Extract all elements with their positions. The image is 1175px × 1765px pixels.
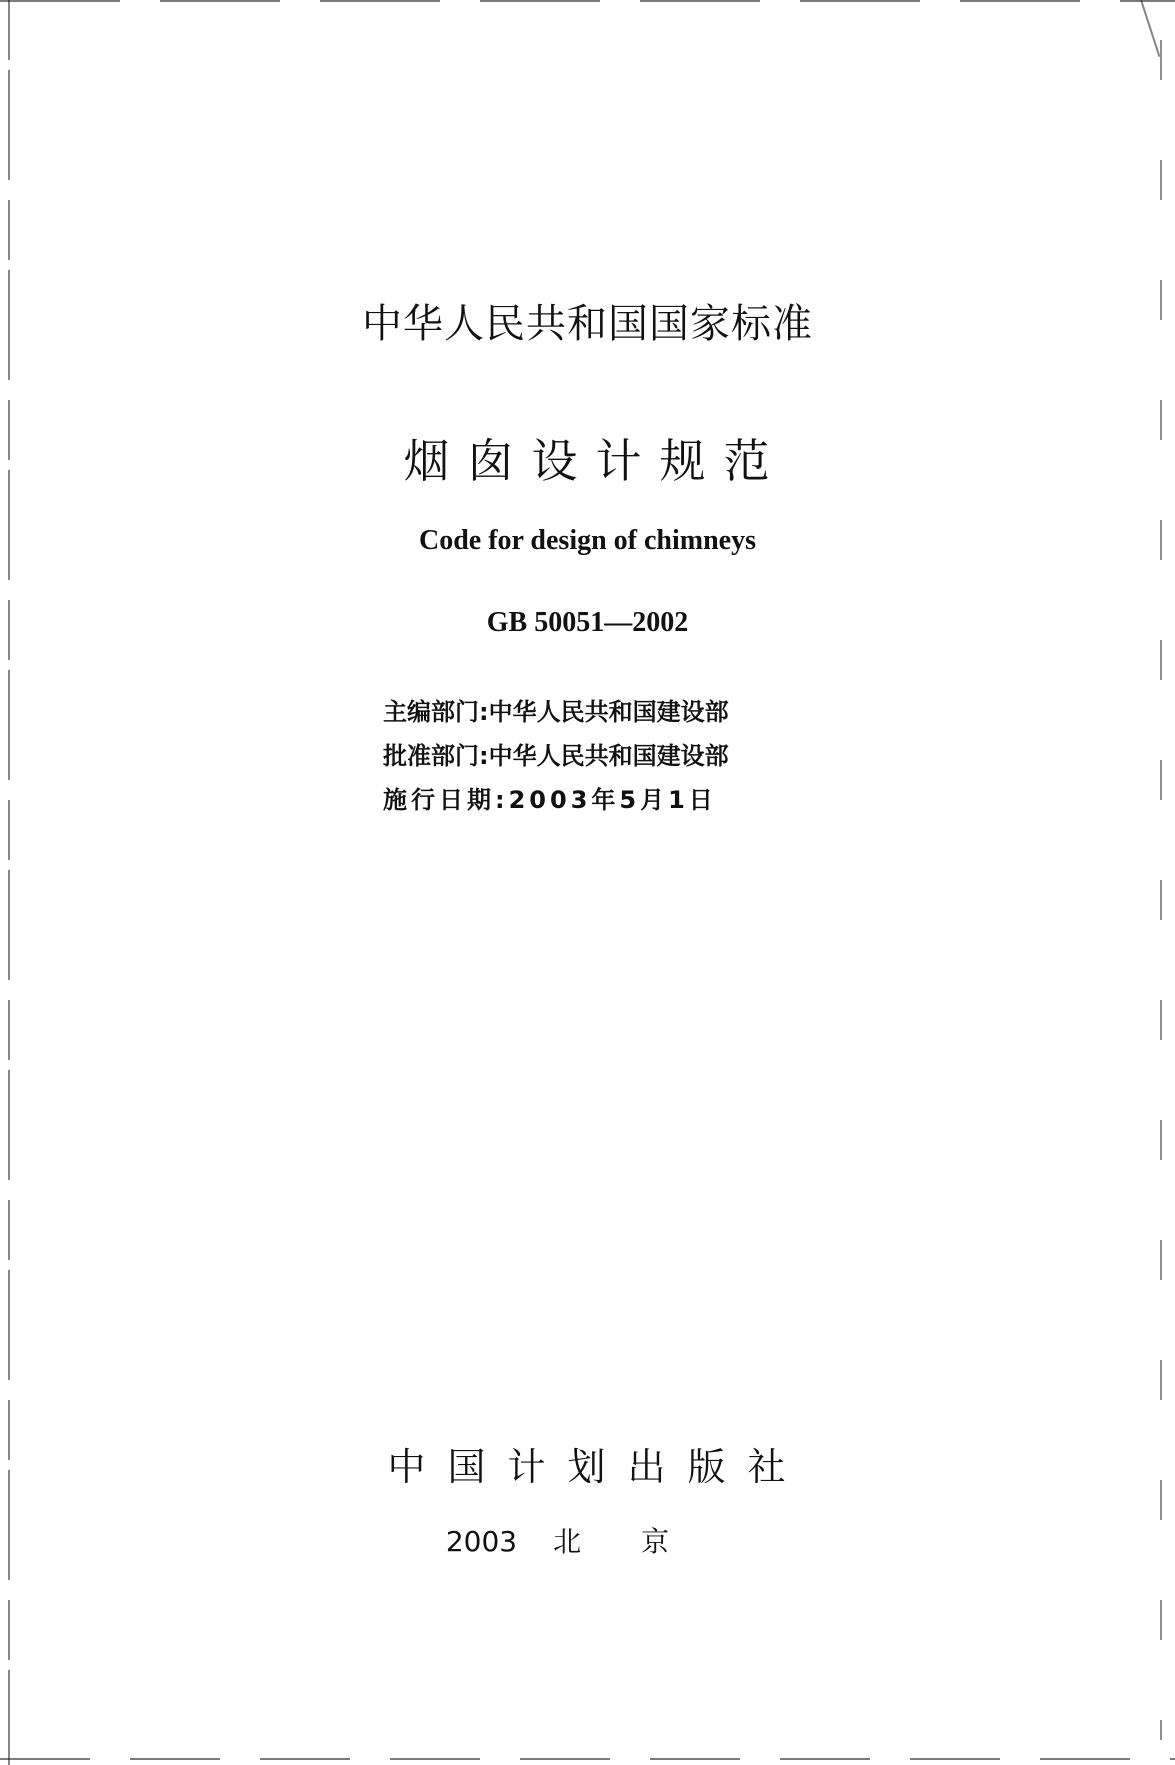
publication-year: 2003: [445, 1525, 518, 1558]
effective-date: 施行日期:2003年5月1日: [383, 786, 717, 814]
scan-edge-left: [8, 0, 10, 1765]
publication-city: 北京: [553, 1525, 730, 1558]
document-title-chinese: 烟囱设计规范: [403, 434, 788, 488]
document-title-english: Code for design of chimneys: [418, 525, 757, 556]
publisher-name: 中国计划出版社: [387, 1445, 808, 1489]
national-standard-heading: 中华人民共和国国家标准: [362, 301, 813, 347]
scan-edge-corner: [1140, 0, 1160, 57]
scan-edge-top: [0, 0, 1175, 2]
publication-place: [0, 1520, 1175, 1560]
approval-department: 批准部门:中华人民共和国建设部: [383, 742, 729, 770]
standard-code: GB 50051—2002: [486, 607, 689, 638]
scan-edge-bottom: [0, 1758, 1175, 1760]
editor-department: 主编部门:中华人民共和国建设部: [383, 698, 729, 726]
